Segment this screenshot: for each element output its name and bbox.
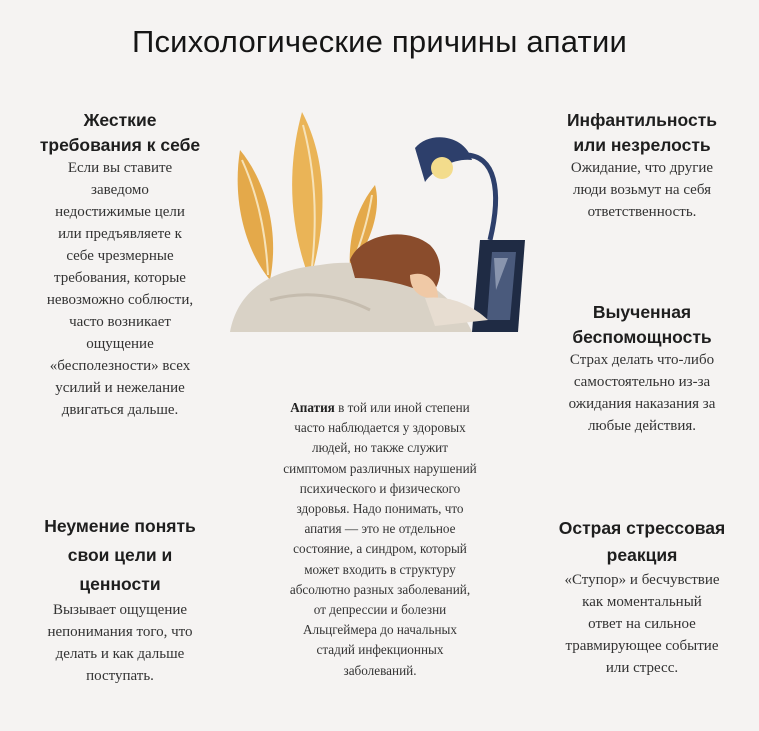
center-description: Апатия в той или иной степени часто наблюдается у здоровых людей, но также служит симптомом различных нарушений психического и физического здоровья. Надо понимать, что апатия — это не отдельное состояние, а синдром, который может входить в структуру абсолютно разных заболеваний, от депрессии и болезни Альцгеймера до начальных стадий инфекционных заболеваний. [283,400,477,678]
block-text: Если вы ставите заведомо недостижимые цели или предъявляете к себе чрезмерные требования, которые невозможно соблюсти, часто возникает ощущение «бесполезности» всех усилий и нежелание двигаться дальше. [46,160,194,418]
leaf-icon [238,150,273,280]
block-self-demands [22,108,218,421]
apathy-term: Апатия [290,400,335,415]
block-heading: Неумение понять свои цели и ценности [44,516,196,594]
block-goals-values [22,512,218,687]
block-heading: Жесткие требования к себе [39,110,201,155]
page-title: Психологические причины апатии [132,24,627,59]
desk-lamp-icon [415,137,496,240]
block-infantilism [532,108,752,223]
block-heading: Инфантильность или незрелость [566,110,718,155]
block-text: Страх делать что-либо самостоятельно из-за ожидания наказания за любые действия. [568,352,716,434]
block-acute-stress [532,515,752,679]
block-heading: Выученная беспомощность [572,302,712,347]
block-learned-helplessness [532,300,752,437]
leaf-icon [292,112,322,280]
tired-person-illustration [210,100,530,340]
block-heading: Острая стрессовая реакция [558,518,726,565]
block-text: Ожидание, что другие люди возьмут на себя ответственность. [570,160,714,220]
block-text: Вызывает ощущение непонимания того, что делать и как дальше поступать. [47,602,193,684]
block-text: «Ступор» и бесчувствие как моментальный ответ на сильное травмирующее событие или стресс. [564,572,720,676]
